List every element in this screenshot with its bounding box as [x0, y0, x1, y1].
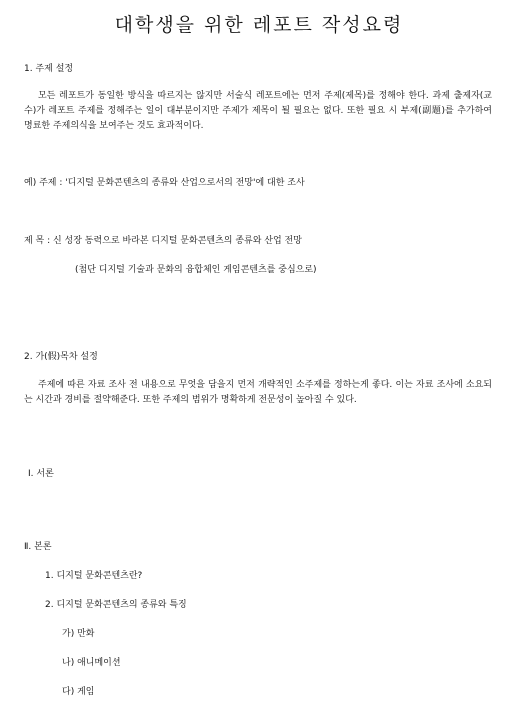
example-title-line: 제 목 : 신 성장 동력으로 바라본 디지털 문화콘텐츠의 종류와 산업 전망: [24, 236, 302, 246]
section-2-paragraph: 주제에 따른 자료 조사 전 내용으로 무엇을 담을지 먼저 개략적인 소주제를 정하는게 좋다. 이는 자료 조사에 소요되는 시간과 경비를 절약해준다. 또한 주제의 범위가 명확하게 전문성이 높아질 수 있다.: [24, 380, 492, 405]
example-topic-line: 예) 주제 : '디지털 문화콘텐츠의 종류와 산업으로서의 전망'에 대한 조사: [24, 178, 305, 188]
example-subtitle-line: (첨단 디지털 기술과 문화의 융합체인 게임콘텐츠를 중심으로): [75, 265, 317, 275]
section-1-paragraph: 모든 레포트가 동일한 방식을 따르지는 않지만 서술식 레포트에는 먼저 주제(제목)를 정해야 한다. 과제 출제자(교수)가 레포트 주제를 정해주는 일이 대부분이지만 주제가 제목이 될 필요는 없다. 또한 필요 시 부제(副題)를 추가하여 명료한 주제의식을 보여주는 것도 효과적이다.: [24, 91, 492, 131]
toc-subsubitem-b: 나) 애니메이션: [62, 658, 121, 668]
toc-subitem-1: 1. 디지털 문화콘텐츠란?: [45, 571, 143, 581]
document-title: 대학생을 위한 레포트 작성요령: [114, 14, 404, 36]
toc-subitem-2: 2. 디지털 문화콘텐츠의 종류와 특징: [45, 600, 187, 610]
toc-subsubitem-c: 다) 게임: [62, 687, 95, 697]
toc-item-body: Ⅱ. 본론: [24, 542, 52, 552]
section-1-heading: 1. 주제 설정: [24, 64, 74, 74]
toc-subsubitem-a: 가) 만화: [62, 629, 95, 639]
toc-item-intro: Ⅰ. 서론: [28, 469, 54, 479]
section-2-heading: 2. 가(假)목차 설정: [24, 352, 98, 362]
